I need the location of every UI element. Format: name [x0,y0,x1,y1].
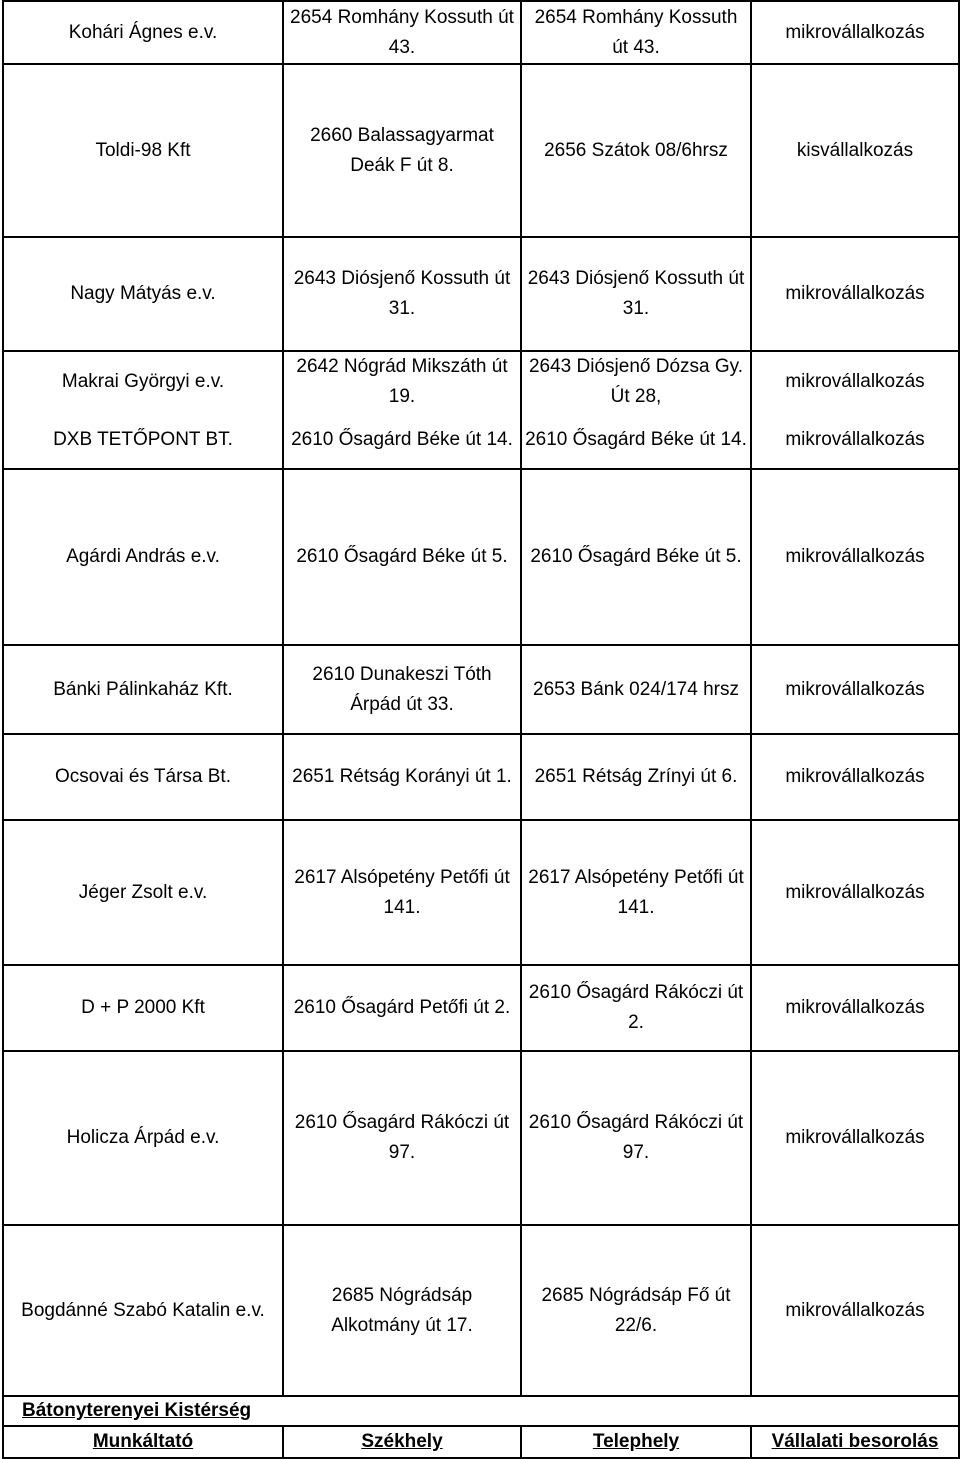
employer-cell: Bogdánné Szabó Katalin e.v. [3,1225,283,1396]
seat-cell: 2660 Balassagyarmat Deák F út 8. [283,64,521,237]
table-row [3,645,959,734]
seat-cell: 2610 Dunakeszi Tóth Árpád út 33. [283,645,521,734]
seat-cell: 2610 Ősagárd Béke út 5. [283,469,521,645]
seat-cell: 2654 Romhány Kossuth út 43. [283,1,521,64]
site-cell: 2643 Diósjenő Dózsa Gy. Út 28, [521,351,751,412]
employer-cell: Nagy Mátyás e.v. [3,237,283,351]
employer-cell: Kohári Ágnes e.v. [3,1,283,64]
header-category-text: Vállalati besorolás [771,1431,939,1452]
table-row [3,1051,959,1225]
site-cell: 2656 Szátok 08/6hrsz [521,64,751,237]
table-row [3,64,959,237]
header-seat [283,1426,521,1458]
header-seat-text: Székhely [361,1431,443,1452]
seat-cell: 2610 Ősagárd Béke út 14. [283,412,521,469]
site-cell: 2610 Ősagárd Rákóczi út 2. [521,965,751,1051]
header-row [3,1426,959,1458]
site-cell: 2685 Nógrádsáp Fő út 22/6. [521,1225,751,1396]
category-cell: mikrovállalkozás [751,1051,959,1225]
category-cell: mikrovállalkozás [751,820,959,965]
table-row [3,1225,959,1396]
header-employer-text: Munkáltató [92,1431,194,1452]
category-cell: mikrovállalkozás [751,351,959,412]
seat-cell: 2642 Nógrád Mikszáth út 19. [283,351,521,412]
table-row [3,734,959,820]
header-category [751,1426,959,1458]
site-cell: 2643 Diósjenő Kossuth út 31. [521,237,751,351]
category-cell: mikrovállalkozás [751,412,959,469]
employer-table [2,0,960,1459]
site-cell: 2651 Rétság Zrínyi út 6. [521,734,751,820]
header-employer [3,1426,283,1458]
employer-cell: Ocsovai és Társa Bt. [3,734,283,820]
employer-cell: Makrai Györgyi e.v. [3,351,283,412]
employer-cell: D + P 2000 Kft [3,965,283,1051]
site-cell: 2617 Alsópetény Petőfi út 141. [521,820,751,965]
table-row [3,820,959,965]
site-cell: 2654 Romhány Kossuth út 43. [521,1,751,64]
header-site [521,1426,751,1458]
category-cell: mikrovállalkozás [751,469,959,645]
category-cell: mikrovállalkozás [751,965,959,1051]
seat-cell: 2643 Diósjenő Kossuth út 31. [283,237,521,351]
category-cell: mikrovállalkozás [751,1225,959,1396]
table-row [3,965,959,1051]
table-row [3,412,959,469]
region-title [3,1396,959,1426]
table-row [3,469,959,645]
seat-cell: 2617 Alsópetény Petőfi út 141. [283,820,521,965]
site-cell: 2610 Ősagárd Rákóczi út 97. [521,1051,751,1225]
employer-cell: Bánki Pálinkaház Kft. [3,645,283,734]
seat-cell: 2610 Ősagárd Rákóczi út 97. [283,1051,521,1225]
seat-cell: 2610 Ősagárd Petőfi út 2. [283,965,521,1051]
site-cell: 2653 Bánk 024/174 hrsz [521,645,751,734]
category-cell: mikrovállalkozás [751,734,959,820]
header-site-text: Telephely [592,1431,680,1452]
employer-cell: Agárdi András e.v. [3,469,283,645]
category-cell: kisvállalkozás [751,64,959,237]
table-row [3,1,959,64]
employer-cell: Toldi-98 Kft [3,64,283,237]
employer-cell: Holicza Árpád e.v. [3,1051,283,1225]
site-cell: 2610 Ősagárd Béke út 14. [521,412,751,469]
category-cell: mikrovállalkozás [751,645,959,734]
employer-cell: DXB TETŐPONT BT. [3,412,283,469]
table-row [3,351,959,412]
category-cell: mikrovállalkozás [751,237,959,351]
site-cell: 2610 Ősagárd Béke út 5. [521,469,751,645]
table-row [3,237,959,351]
category-cell: mikrovállalkozás [751,1,959,64]
seat-cell: 2651 Rétság Korányi út 1. [283,734,521,820]
employer-table-sheet [2,0,958,1459]
seat-cell: 2685 Nógrádsáp Alkotmány út 17. [283,1225,521,1396]
employer-cell: Jéger Zsolt e.v. [3,820,283,965]
region-row [3,1396,959,1426]
region-title-text: Bátonyterenyei Kistérség [22,1400,252,1421]
